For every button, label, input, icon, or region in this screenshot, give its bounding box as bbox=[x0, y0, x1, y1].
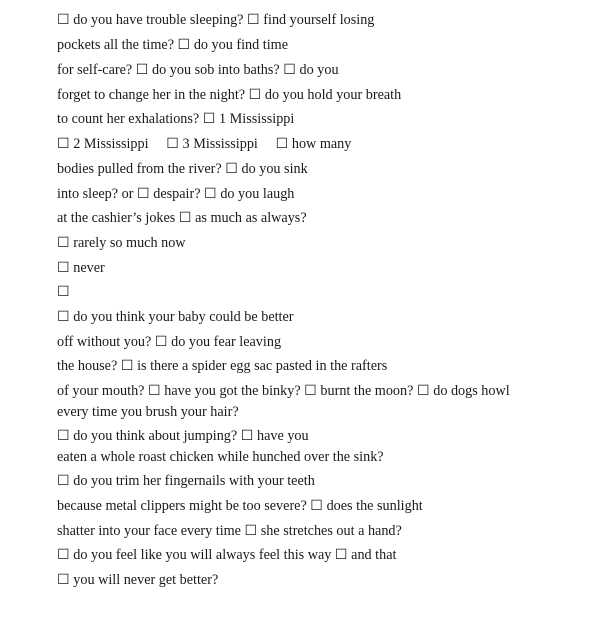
poem-line-text: forget to change her in the night? ☐ do you hold your breath bbox=[57, 87, 402, 103]
poem-line-text: shatter into your face every time ☐ she stretches out a hand? bbox=[57, 523, 402, 539]
poem-line bbox=[57, 309, 294, 325]
poem-line bbox=[57, 473, 315, 489]
poem-line-text: because metal clippers might be too severe? ☐ does the sunlight bbox=[57, 498, 423, 514]
poem-line bbox=[57, 284, 70, 300]
poem-line-text: eaten a whole roast chicken while hunched over the sink? bbox=[57, 449, 384, 465]
poem-line bbox=[57, 111, 294, 127]
poem-line bbox=[57, 37, 288, 53]
poem-line-text: for self-care? ☐ do you sob into baths? ☐ do you bbox=[57, 62, 339, 78]
poem-line-text: ☐ 2 Mississippi ☐ 3 Mississippi ☐ how many bbox=[57, 136, 352, 152]
poem-line-text: the house? ☐ is there a spider egg sac pasted in the rafters bbox=[57, 358, 388, 374]
poem-line-text: pockets all the time? ☐ do you find time bbox=[57, 37, 288, 53]
poem-line-text: ☐ you will never get better? bbox=[57, 572, 219, 588]
poem-line bbox=[57, 210, 307, 226]
poem-line bbox=[57, 62, 339, 78]
poem-line bbox=[57, 572, 218, 588]
poem-line bbox=[57, 428, 309, 444]
poem-line bbox=[57, 136, 351, 152]
poem-line-text: ☐ do you trim her fingernails with your teeth bbox=[57, 473, 315, 489]
poem-line-text: off without you? ☐ do you fear leaving bbox=[57, 334, 282, 350]
poem-line-text: ☐ do you think about jumping? ☐ have you bbox=[57, 428, 309, 444]
poem-line bbox=[57, 161, 308, 177]
poem-line bbox=[57, 12, 374, 28]
poem-line bbox=[57, 404, 239, 420]
poem-line-text: ☐ never bbox=[57, 260, 105, 276]
poem-line bbox=[57, 358, 387, 374]
poem-line-text: to count her exhalations? ☐ 1 Mississippi bbox=[57, 111, 295, 127]
poem-line-text: ☐ do you feel like you will always feel this way ☐ and that bbox=[57, 547, 397, 563]
poem-line bbox=[57, 87, 401, 103]
poem-line-text: ☐ bbox=[57, 284, 70, 300]
poem-line-text: of your mouth? ☐ have you got the binky? ☐ burnt the moon? ☐ do dogs howl bbox=[57, 383, 510, 399]
poem-line bbox=[57, 498, 423, 514]
poem-line bbox=[57, 186, 294, 202]
poem-line bbox=[57, 547, 396, 563]
poem-line bbox=[57, 383, 510, 399]
poem-line-text: ☐ do you think your baby could be better bbox=[57, 309, 294, 325]
poem-line bbox=[57, 235, 186, 251]
poem-line bbox=[57, 449, 384, 465]
poem-line-text: ☐ rarely so much now bbox=[57, 235, 186, 251]
poem-line bbox=[57, 523, 402, 539]
poem-line bbox=[57, 334, 281, 350]
poem-line-text: every time you brush your hair? bbox=[57, 404, 239, 420]
poem-line-text: bodies pulled from the river? ☐ do you sink bbox=[57, 161, 308, 177]
poem-line-text: at the cashier’s jokes ☐ as much as always? bbox=[57, 210, 307, 226]
poem-line bbox=[57, 260, 105, 276]
poem-line-text: ☐ do you have trouble sleeping? ☐ find yourself losing bbox=[57, 12, 375, 28]
poem-line-text: into sleep? or ☐ despair? ☐ do you laugh bbox=[57, 186, 295, 202]
